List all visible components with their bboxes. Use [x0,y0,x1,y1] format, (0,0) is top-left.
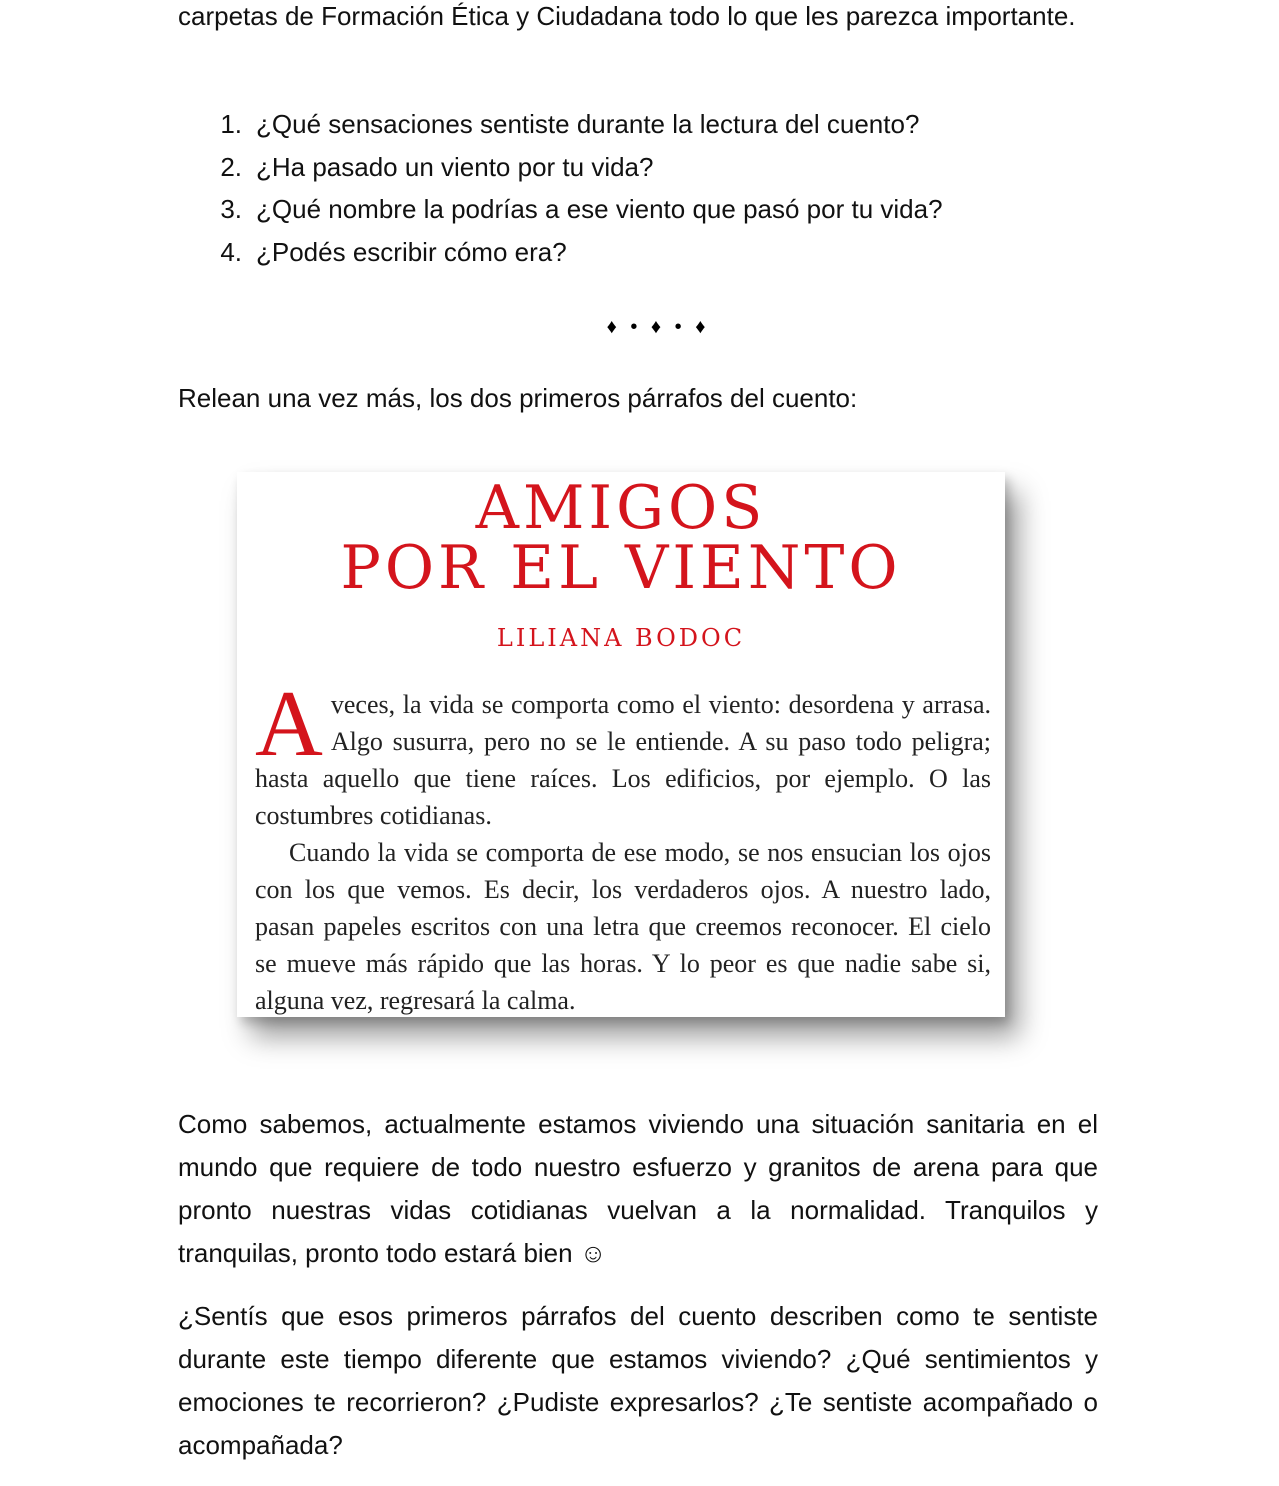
book-text [255,672,991,1019]
reread-instruction: Relean una vez más, los dos primeros párrafos del cuento: [178,383,858,413]
intro-paragraph: carpetas de Formación Ética y Ciudadana todo lo que les parezca importante. [178,1,1076,31]
list-item-text: ¿Qué nombre la podrías a ese viento que pasó por tu vida? [256,194,943,224]
list-item [178,188,943,231]
book-paragraph-1-text: veces, la vida se comporta como el viento: desordena y arrasa. Algo susurra, pero no se le entiende. A su paso todo peligra; hasta aquello que tiene raíces. Los edificios, por ejemplo. O las costumbres cotidianas. [255,690,991,830]
question-list [178,103,943,273]
section-separator: ♦ • ♦ • ♦ [606,316,710,338]
list-item [178,231,943,274]
list-item-text: ¿Podés escribir cómo era? [256,236,567,267]
list-item-number: 2. [220,151,242,182]
list-item-number: 3. [220,194,242,224]
list-item-number: 4. [220,236,242,267]
book-paragraph-1 [255,672,991,834]
list-item-number: 1. [220,109,242,139]
list-item-text: ¿Ha pasado un viento por tu vida? [256,151,654,182]
list-item [178,103,943,146]
list-item-text: ¿Qué sensaciones sentiste durante la lectura del cuento? [256,109,920,139]
book-title-line-1: AMIGOS [475,473,767,543]
list-item [178,146,943,189]
book-title-line-2: POR EL VIENTO [340,533,902,603]
book-paragraph-2: Cuando la vida se comporta de ese modo, se nos ensucian los ojos con los que vemos. Es decir, los verdaderos ojos. A nuestro lado, pasan papeles escritos con una letra que creemos reconocer. El cielo se mueve más rápido que las horas. Y lo peor es que nadie sabe si, alguna vez, regresará la calma. [255,838,991,1015]
book-author: LILIANA BODOC [496,624,746,652]
situation-paragraph: Como sabemos, actualmente estamos viviendo una situación sanitaria en el mundo que requiere de todo nuestro esfuerzo y granitos de arena para que pronto nuestras vidas cotidianas vuelvan a la normalidad. Tranquilos y tranquilas, pronto todo estará bien ☺ [178,1109,1098,1268]
final-questions-paragraph: ¿Sentís que esos primeros párrafos del cuento describen como te sentiste durante este tiempo diferente que estamos viviendo? ¿Qué sentimientos y emociones te recorrieron? ¿Pudiste expresarlos? ¿Te sentiste acompañado o acompañada? [178,1301,1098,1460]
drop-cap: A [255,672,323,776]
book-excerpt-image [237,472,1005,1017]
